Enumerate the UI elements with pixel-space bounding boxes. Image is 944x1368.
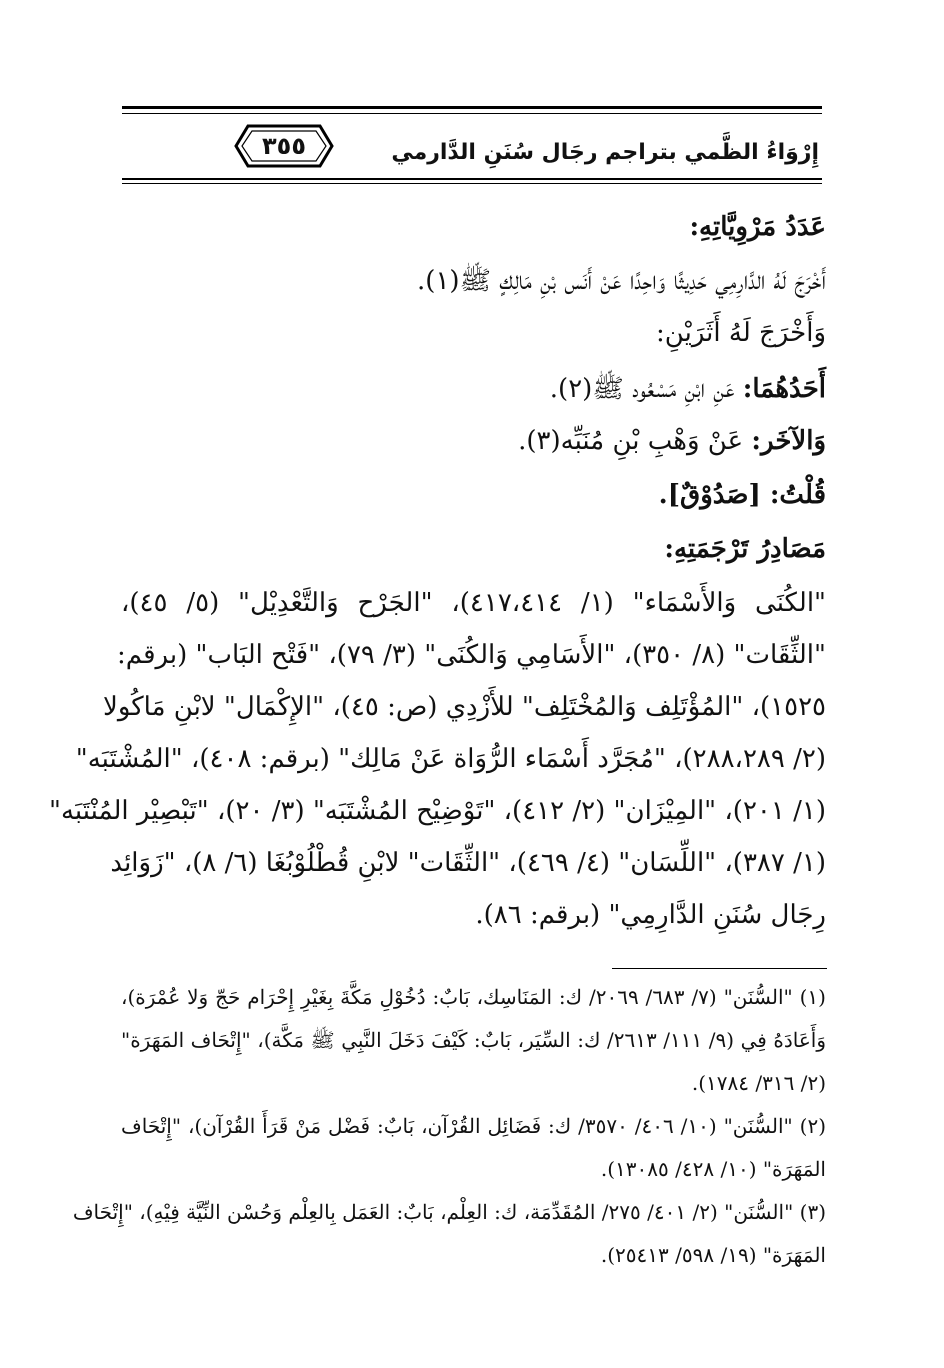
body-line-1: أَخْرَجَ لَهُ الدَّارِمِي حَدِيثًا وَاحِدًا عَنْ أَنَس بْنِ مَالِكٍ ﷺ(١).	[417, 266, 826, 296]
footnote-3-line: المَهَرَة" (١٩/ ٥٩٨/ ٢٥٤١٣).	[600, 1243, 826, 1267]
sources-line: "الكُنَى وَالأَسْمَاء" (١/ ٤١٧،٤١٤)، "الجَرْح وَالتَّعْدِيْل" (٥/ ٤٥)،	[121, 588, 827, 618]
heading-sources: مَصَادِرُ تَرْجَمَتِهِ:	[664, 534, 826, 564]
heading-narrations-count: عَدَدُ مَرْوِيَّاتِهِ:	[689, 212, 826, 242]
body-line-3	[126, 372, 826, 410]
footnote-2-line: المَهَرَة" (١٠/ ٤٢٨/ ١٣٠٨٥).	[600, 1157, 826, 1181]
second-athar-text: عَنْ وَهْبِ بْنِ مُنَبِّه(٣).	[518, 426, 752, 456]
first-athar-label: أَحَدُهُمَا:	[742, 374, 826, 404]
header-rule-top	[122, 106, 822, 109]
verdict: قُلْتُ: [صَدُوْقٌ].	[658, 480, 826, 510]
footnote-separator	[612, 968, 827, 969]
page-number: ٣٥٥	[262, 132, 306, 160]
sources-line: (١/ ٣٨٧)، "اللِّسَان" (٤/ ٤٦٩)، "الثِّقَات" لابْنِ قُطْلُوْبُغَا (٦/ ٨)، "زَوَائِد	[110, 848, 826, 878]
footnote-1-line: (١) "السُّنَن" (٧/ ٦٨٣/ ٢٠٦٩/ ك: المَنَاسِك، بَابٌ: دُخُوْلِ مَكَّةَ بِغَيْرِ إِحْرَام حَجّ وَلا عُمْرَة)،	[121, 985, 826, 1009]
footnote-1-line: (٢/ ٣١٦/ ١٧٨٤).	[691, 1071, 826, 1095]
body-line-2: وَأَخْرَجَ لَهُ أَثَرَيْنِ:	[656, 318, 826, 348]
footnote-3-line: (٣) "السُّنَن" (٢/ ٤٠١/ ٢٧٥/ المُقَدِّمَة، ك: العِلْم، بَابٌ: العَمَل بِالعِلْم وَحُسْن النِّيَّة فِيْهِ)، "إِتْحَاف	[72, 1200, 826, 1224]
second-athar-label: وَالآخَر:	[751, 426, 826, 456]
header-rule-bottom-thin	[122, 183, 822, 184]
sources-line: رِجَال سُنَنِ الدَّارِمِي" (برقم: ٨٦).	[475, 900, 826, 930]
body-line-4	[126, 426, 826, 456]
footnote-1-line: وَأَعَادَهُ فِي (٩/ ١١١/ ٢٦١٣/ ك: السِّيَر، بَابٌ: كَيْفَ دَخَلَ النَّبِي ﷺ مَكَّة)، "إِتْحَاف المَهَرَة"	[121, 1028, 826, 1052]
page-number-badge	[234, 120, 334, 172]
footnote-2-line: (٢) "السُّنَن" (١٠/ ٤٠٦/ ٣٥٧٠/ ك: فَضَائِل القُرْآن، بَابٌ: فَضْل مَنْ قَرَأَ القُرْآن)، "إِتْحَاف	[121, 1114, 826, 1138]
first-athar-text: عَنِ ابْنِ مَسْعُود ﷺ(٢).	[549, 374, 743, 404]
sources-line: ١٥٢٥)، "المُؤْتَلِف وَالمُخْتَلِف" للأَزْدِي (ص: ٤٥)، "الإِكْمَال" لابْنِ مَاكُولا	[103, 692, 826, 722]
sources-line: (٢/ ٢٨٨،٢٨٩)، "مُجَرَّد أَسْمَاء الرُّوَاة عَنْ مَالِك" (برقم: ٤٠٨)، "المُشْتَبَه"	[75, 744, 826, 774]
sources-line: "الثِّقَات" (٨/ ٣٥٠)، "الأَسَامِي وَالكُنَى" (٣/ ٧٩)، "فَتْح البَاب" (برقم:	[117, 640, 826, 670]
header-rule-bottom	[122, 178, 822, 180]
sources-line: (١/ ٢٠١)، "المِيْزَان" (٢/ ٤١٢)، "تَوْضِيْح المُشْتَبَه" (٣/ ٢٠)، "تَبْصِيْر المُنْتَبَه"	[49, 796, 826, 826]
header-rule-top-thin	[122, 113, 822, 114]
running-title: إِرْوَاءُ الظَّمي بتراجم رجَال سُنَنِ الدَّارمي	[391, 140, 819, 165]
